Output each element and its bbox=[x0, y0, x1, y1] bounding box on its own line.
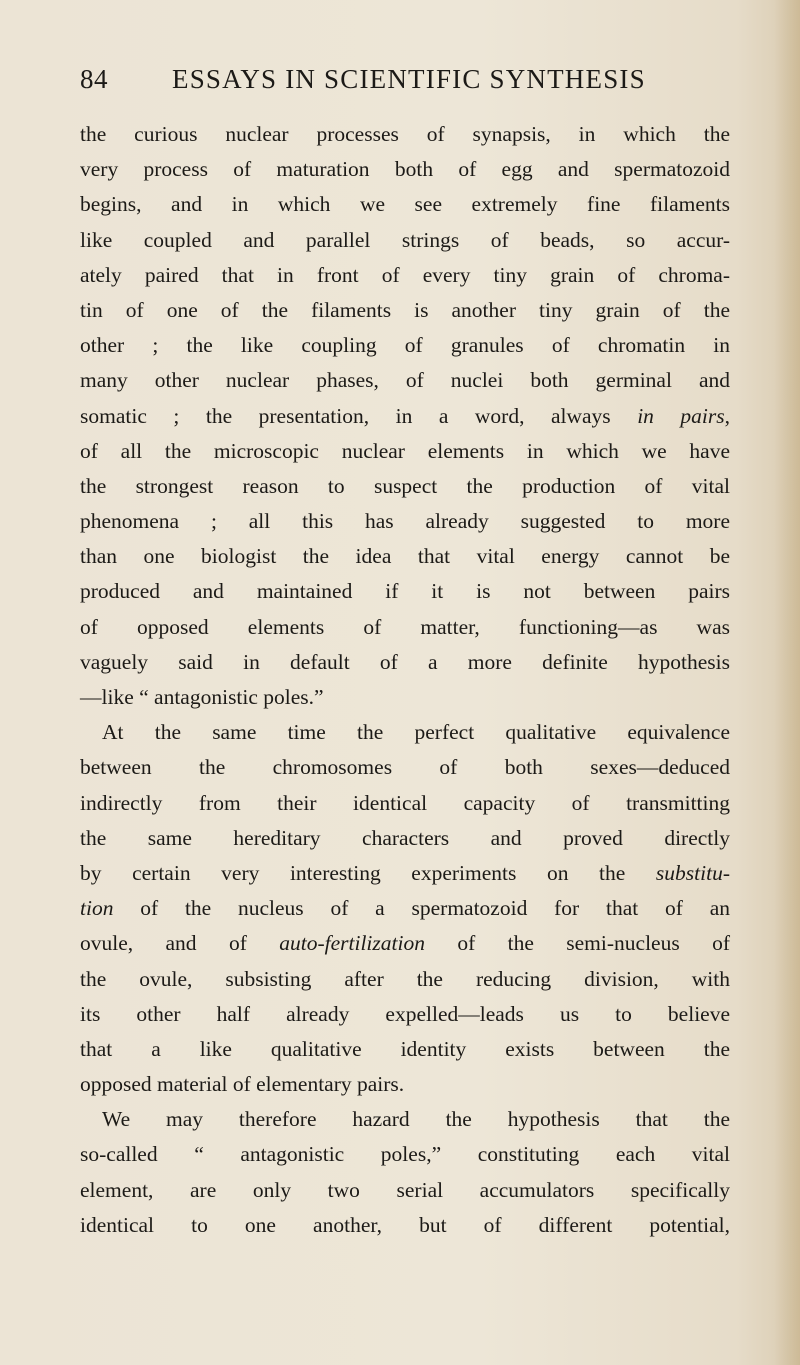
text-segment: by certain very interesting experiments on the bbox=[80, 860, 656, 885]
text-segment: its other half already expelled—leads us to believe bbox=[80, 1001, 730, 1026]
text-line bbox=[80, 574, 730, 609]
text-segment: than one biologist the idea that vital energy cannot be bbox=[80, 544, 730, 569]
text-line bbox=[80, 962, 730, 997]
text-segment: like coupled and parallel strings of beads, so accur- bbox=[80, 227, 730, 252]
text-line bbox=[80, 1173, 730, 1208]
text-segment: vaguely said in default of a more definite hypothesis bbox=[80, 649, 730, 674]
text-segment: tin of one of the filaments is another tiny grain of the bbox=[80, 297, 730, 322]
text-segment: that a like qualitative identity exists between the bbox=[80, 1036, 730, 1061]
text-segment: At the same time the perfect qualitative equivalence bbox=[102, 720, 730, 745]
page-header bbox=[80, 64, 720, 104]
text-segment: the same hereditary characters and proved directly bbox=[80, 825, 730, 850]
text-line bbox=[80, 926, 730, 961]
italic-text-segment: in pairs bbox=[637, 403, 725, 428]
text-segment: opposed material of elementary pairs. bbox=[80, 1072, 405, 1097]
text-segment: —like “ antagonistic poles.” bbox=[80, 685, 324, 709]
text-segment: between the chromosomes of both sexes—deduced bbox=[80, 755, 730, 780]
text-segment: other ; the like coupling of granules of chromatin in bbox=[80, 333, 730, 358]
text-line bbox=[80, 328, 730, 363]
text-line bbox=[80, 1067, 730, 1102]
text-segment: ately paired that in front of every tiny grain of chroma- bbox=[80, 262, 730, 287]
italic-text-segment: substitu- bbox=[655, 860, 730, 885]
text-line bbox=[80, 187, 730, 222]
text-segment: begins, and in which we see extremely fine filaments bbox=[80, 192, 730, 217]
text-segment: of the semi-nucleus of bbox=[424, 931, 731, 956]
text-line bbox=[80, 891, 730, 926]
text-segment: phenomena ; all this has already suggested to more bbox=[80, 509, 730, 534]
page-number: 84 bbox=[80, 64, 108, 94]
text-line bbox=[80, 434, 730, 469]
text-segment: element, are only two serial accumulators specifically bbox=[80, 1177, 730, 1202]
text-line bbox=[80, 1102, 730, 1137]
text-segment: ovule, and of bbox=[80, 931, 280, 956]
text-line bbox=[80, 645, 730, 680]
text-segment: the curious nuclear processes of synapsis, in which the bbox=[80, 122, 730, 146]
italic-text-segment: tion bbox=[80, 896, 114, 921]
text-line bbox=[80, 469, 730, 504]
text-line bbox=[80, 856, 730, 891]
text-line bbox=[80, 293, 730, 328]
text-line bbox=[80, 786, 730, 821]
text-line bbox=[80, 750, 730, 785]
text-line bbox=[80, 821, 730, 856]
text-line bbox=[80, 117, 730, 152]
text-line bbox=[80, 1208, 730, 1243]
text-segment: of the nucleus of a spermatozoid for that of an bbox=[113, 896, 730, 921]
text-line bbox=[80, 1032, 730, 1067]
text-segment: , bbox=[724, 403, 731, 428]
text-line bbox=[80, 399, 730, 434]
text-segment: many other nuclear phases, of nuclei both germinal and bbox=[80, 368, 730, 393]
text-segment: of opposed elements of matter, functioning—as was bbox=[80, 614, 730, 639]
text-segment: indirectly from their identical capacity of transmitting bbox=[80, 790, 730, 815]
text-segment: so-called “ antagonistic poles,” constituting each vital bbox=[80, 1142, 730, 1167]
text-line bbox=[80, 997, 730, 1032]
text-line bbox=[80, 1137, 730, 1172]
text-line bbox=[80, 258, 730, 293]
text-line bbox=[80, 715, 730, 750]
text-line bbox=[80, 610, 730, 645]
running-head: ESSAYS IN SCIENTIFIC SYNTHESIS bbox=[172, 64, 646, 94]
text-line bbox=[80, 152, 730, 187]
text-line bbox=[80, 363, 730, 398]
text-segment: the ovule, subsisting after the reducing division, with bbox=[80, 966, 730, 991]
text-segment: We may therefore hazard the hypothesis that the bbox=[102, 1107, 730, 1132]
text-segment: very process of maturation both of egg and spermatozoid bbox=[80, 157, 730, 182]
text-line bbox=[80, 223, 730, 258]
text-segment: somatic ; the presentation, in a word, always bbox=[80, 403, 638, 428]
text-line bbox=[80, 539, 730, 574]
text-segment: produced and maintained if it is not between pairs bbox=[80, 579, 730, 604]
body-text bbox=[80, 117, 730, 1243]
page-edge-shadow bbox=[774, 0, 800, 1365]
italic-text-segment: auto-fertilization bbox=[279, 931, 425, 956]
text-segment: of all the microscopic nuclear elements in which we have bbox=[80, 438, 730, 463]
text-segment: identical to one another, but of different potential, bbox=[80, 1212, 730, 1237]
text-line bbox=[80, 680, 730, 715]
text-line bbox=[80, 504, 730, 539]
text-segment: the strongest reason to suspect the production of vital bbox=[80, 473, 730, 498]
